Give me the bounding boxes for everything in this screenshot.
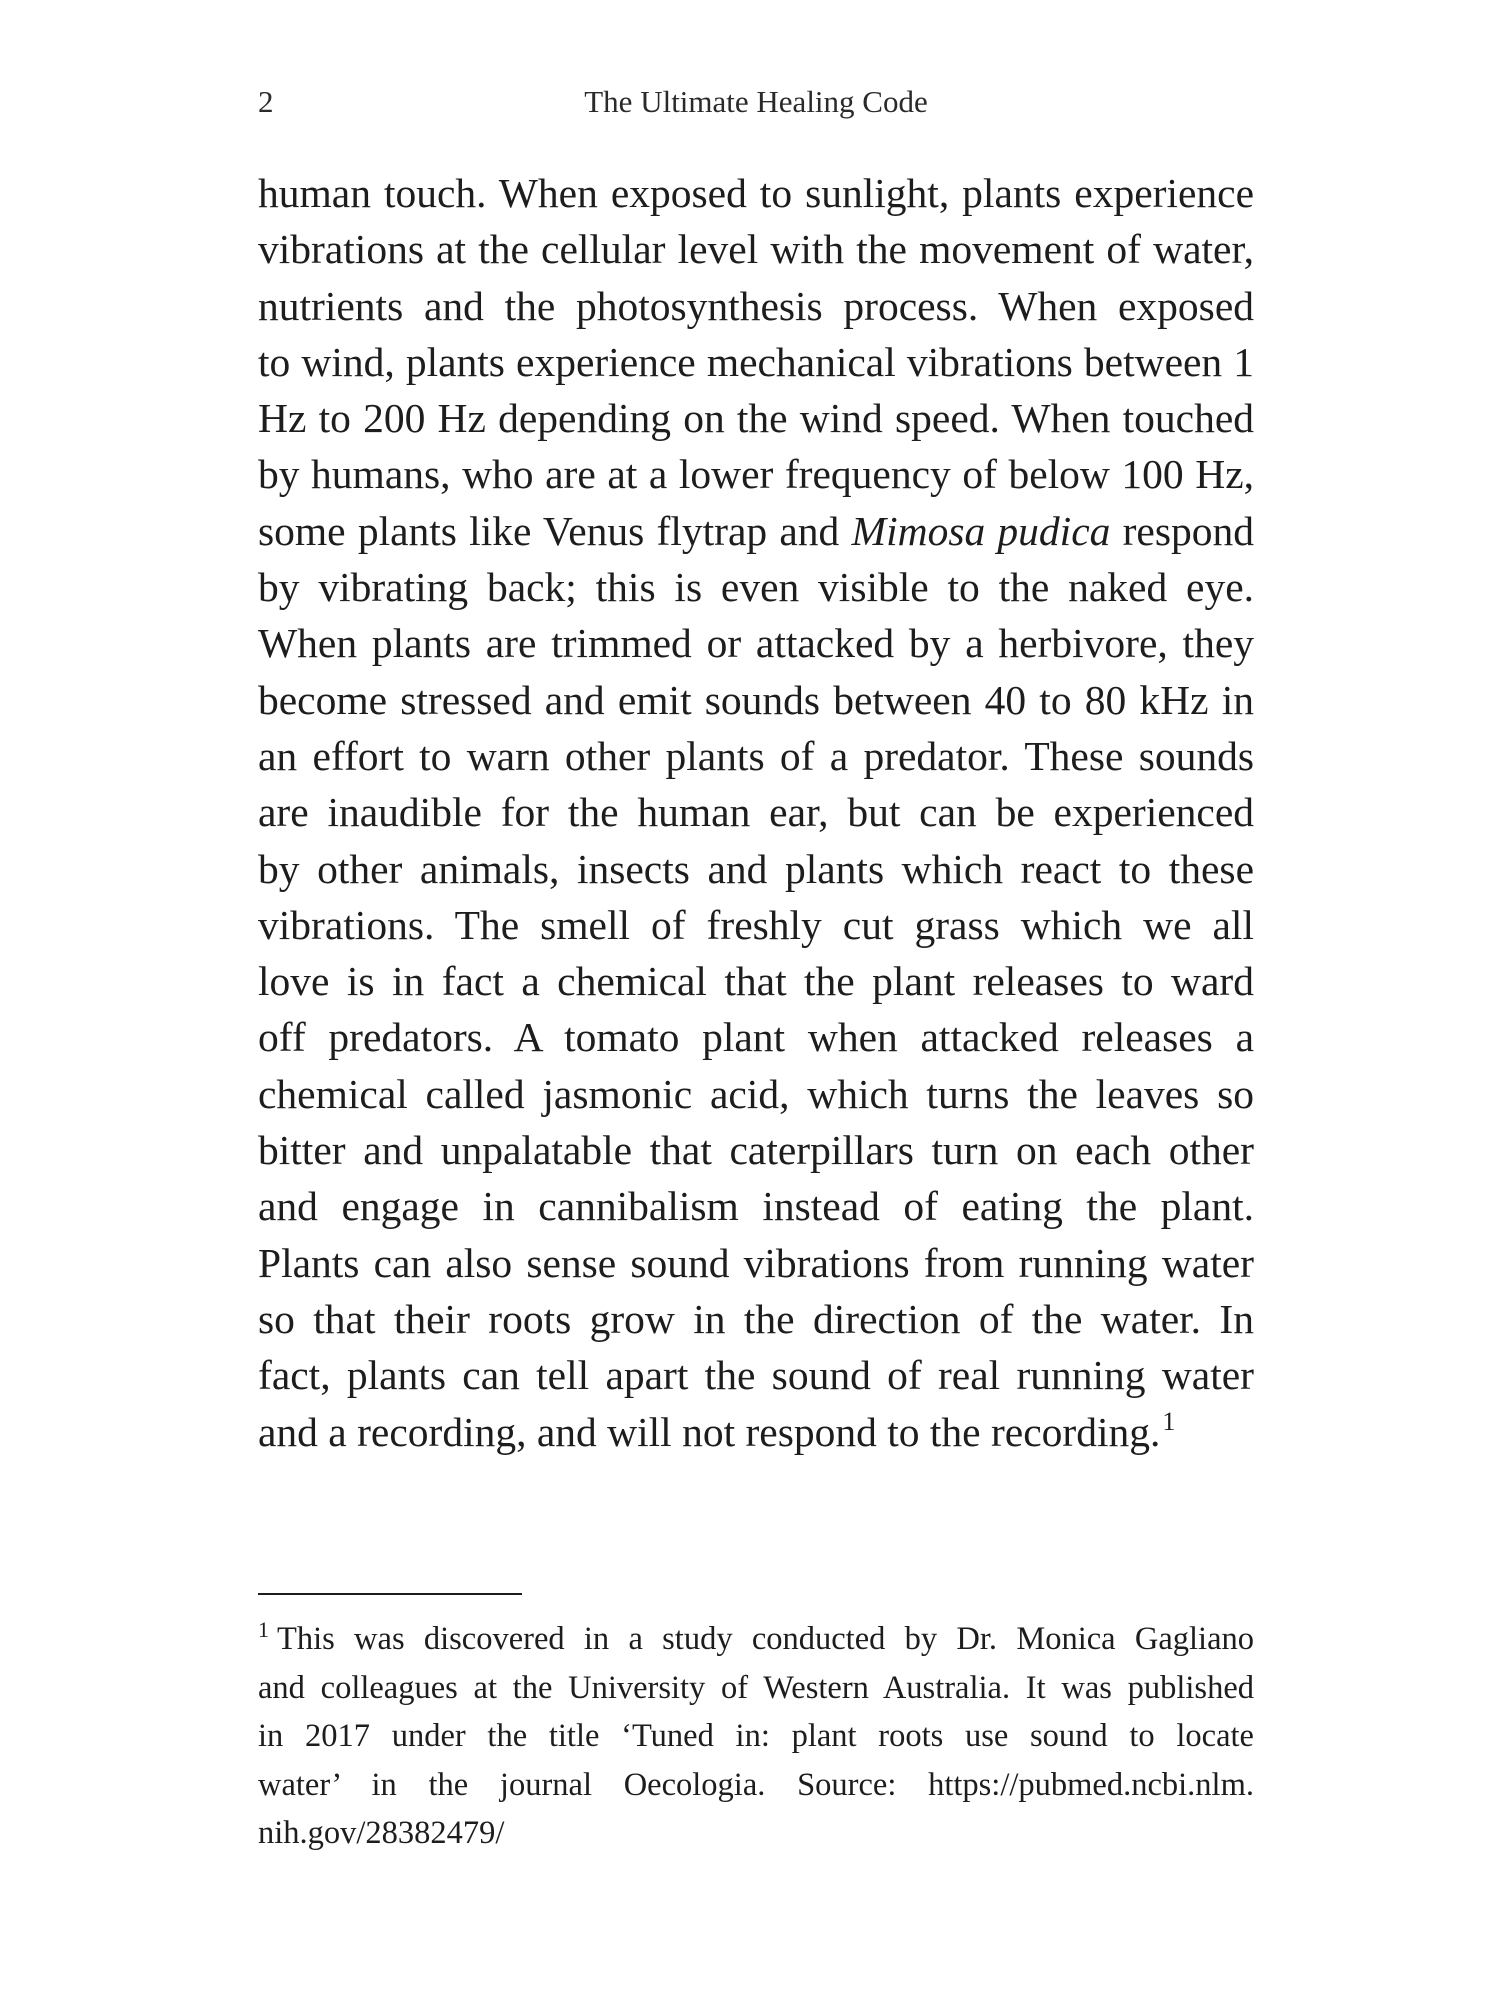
body-line: by vibrating back; this is even visible to the naked eye. [258,564,1254,611]
body-line: Hz to 200 Hz depending on the wind speed. When touched [258,395,1254,442]
footnote-line: in 2017 under the title ‘Tuned in: plant roots use sound to locate [258,1718,1254,1755]
line-text: some plants like Venus flytrap and [258,507,852,554]
body-line: nutrients and the photosynthesis process. When exposed [258,282,1254,329]
footnote-line: water’ in the journal Oecologia. Source: https://pubmed.ncbi.nlm. [258,1766,1254,1803]
body-line: chemical called jasmonic acid, which turns the leaves so [258,1070,1254,1117]
body-line [258,1404,1254,1460]
footnote-line [258,1615,1254,1664]
book-title: The Ultimate Healing Code [584,84,928,119]
body-line: off predators. A tomato plant when attacked releases a [258,1014,1254,1061]
running-header [258,80,1254,124]
body-line: and engage in cannibalism instead of eating the plant. [258,1183,1254,1230]
line-text: and a recording, and will not respond to the recording. [258,1408,1161,1455]
body-line: vibrations at the cellular level with the movement of water, [258,226,1254,273]
body-line: When plants are trimmed or attacked by a herbivore, they [258,620,1254,667]
footnote-reference[interactable]: 1 [1162,1406,1176,1436]
body-line: to wind, plants experience mechanical vibrations between 1 [258,338,1254,385]
body-line: Plants can also sense sound vibrations from running water [258,1239,1254,1286]
page-number: 2 [258,84,274,119]
body-line: human touch. When exposed to sunlight, plants experience [258,170,1254,216]
body-line: become stressed and emit sounds between 40 to 80 kHz in [258,676,1254,723]
body-text [258,165,1254,1460]
body-line: bitter and unpalatable that caterpillars turn on each other [258,1127,1254,1174]
species-name-italic: Mimosa pudica [851,507,1111,554]
body-line: vibrations. The smell of freshly cut grass which we all [258,901,1254,948]
body-line: are inaudible for the human ear, but can be experienced [258,789,1254,836]
body-line: love is in fact a chemical that the plant releases to ward [258,958,1254,1005]
footnote-line: and colleagues at the University of Western Australia. It was published [258,1669,1254,1706]
body-line: by other animals, insects and plants which react to these [258,845,1254,892]
line-text: respond [1110,507,1254,554]
footnote [258,1615,1254,1858]
body-line: an effort to warn other plants of a predator. These sounds [258,732,1254,779]
body-line [258,503,1254,559]
body-line: fact, plants can tell apart the sound of real running water [258,1352,1254,1399]
footnote-line: nih.gov/28382479/ [258,1815,505,1852]
footnote-divider [258,1593,522,1595]
footnote-marker: 1 [258,1617,269,1642]
body-line: by humans, who are at a lower frequency of below 100 Hz, [258,451,1254,498]
body-line: so that their roots grow in the direction of the water. In [258,1295,1254,1342]
footnote-text: This was discovered in a study conducted by Dr. Monica Gagliano [277,1621,1254,1657]
